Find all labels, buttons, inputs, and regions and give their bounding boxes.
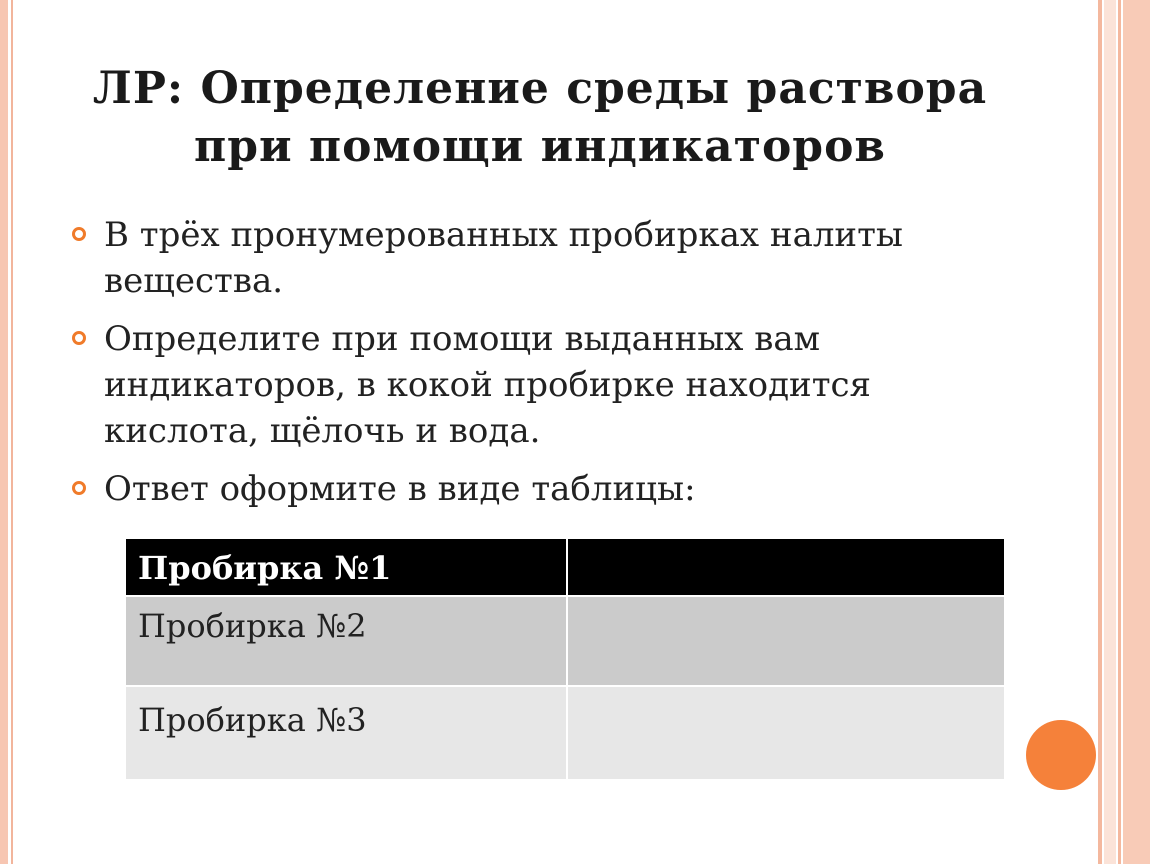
bullet-item — [70, 316, 930, 454]
table-row — [125, 686, 1005, 780]
bullet-circle-icon — [72, 227, 86, 241]
table-row — [125, 596, 1005, 686]
bullet-text: Определите при помощи выданных вам индикаторов, в кокой пробирке находится кислота, щёлочь и вода. — [104, 319, 872, 451]
table-cell-value — [567, 596, 1005, 686]
slide-title-line-1: ЛР: Определение среды раствора — [92, 63, 988, 114]
bullet-text: Ответ оформите в виде таблицы: — [104, 469, 696, 509]
right-border-stripe-2 — [1104, 0, 1116, 864]
bullet-item — [70, 466, 930, 512]
table-cell-value — [567, 538, 1005, 596]
table-cell-value — [567, 686, 1005, 780]
slide-title-line-2: при помощи индикаторов — [194, 121, 886, 172]
bullet-circle-icon — [72, 481, 86, 495]
table-row — [125, 538, 1005, 596]
bullet-circle-icon — [72, 331, 86, 345]
left-border-decoration — [0, 0, 8, 864]
table-cell-label: Пробирка №2 — [125, 596, 567, 686]
right-border-stripe-3 — [1118, 0, 1121, 864]
right-border-decoration — [1098, 0, 1150, 864]
bullet-list — [70, 212, 930, 524]
right-border-stripe-1 — [1098, 0, 1102, 864]
right-border-stripe-4 — [1123, 0, 1150, 864]
decorative-orange-circle — [1026, 720, 1096, 790]
answer-table — [124, 537, 1006, 781]
table-cell-label: Пробирка №1 — [125, 538, 567, 596]
bullet-item — [70, 212, 930, 304]
bullet-text: В трёх пронумерованных пробирках налиты вещества. — [104, 215, 903, 301]
slide-title — [60, 60, 1020, 176]
left-border-line — [11, 0, 13, 864]
table-cell-label: Пробирка №3 — [125, 686, 567, 780]
